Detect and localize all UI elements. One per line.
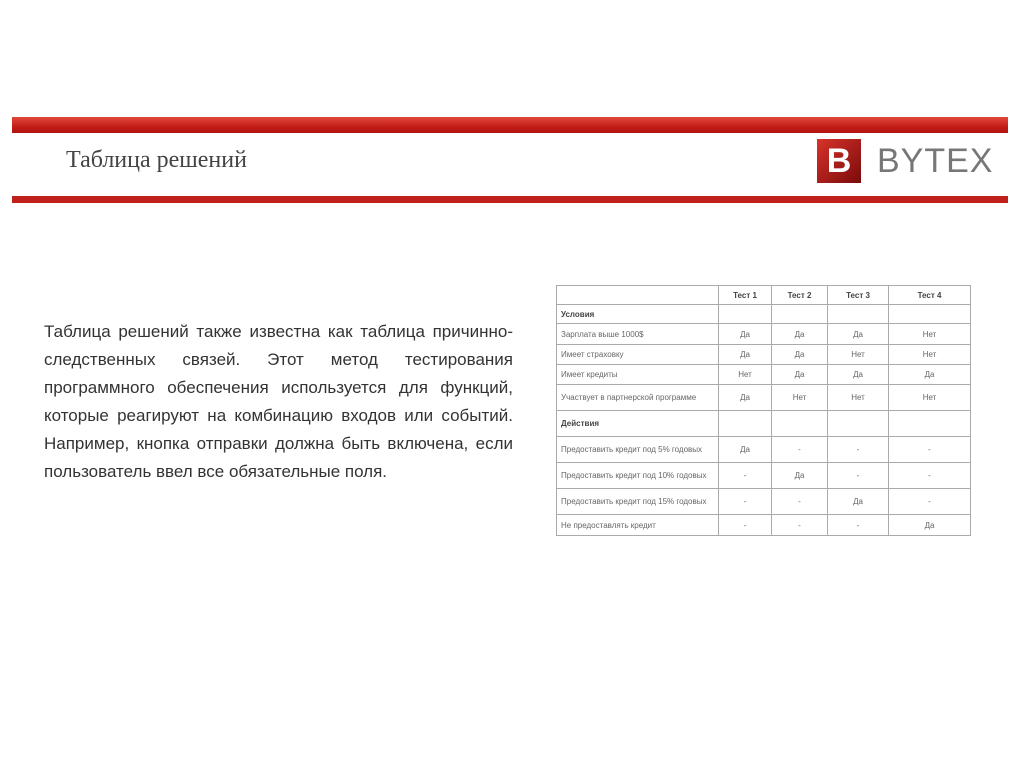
header-band-top (12, 117, 1008, 133)
column-header (557, 286, 719, 305)
table-row (557, 515, 971, 536)
value-cell: Да (719, 345, 772, 365)
header-band-bottom (12, 196, 1008, 203)
empty-cell (772, 411, 828, 437)
empty-cell (719, 411, 772, 437)
value-cell: - (828, 463, 889, 489)
section-row (557, 411, 971, 437)
value-cell: Нет (889, 324, 971, 345)
logo-text: BYTEX (877, 141, 994, 180)
value-cell: - (719, 463, 772, 489)
value-cell: Да (828, 365, 889, 385)
value-cell: - (719, 489, 772, 515)
table-row (557, 437, 971, 463)
table-row (557, 463, 971, 489)
value-cell: - (889, 489, 971, 515)
value-cell: - (889, 437, 971, 463)
slide-title: Таблица решений (66, 147, 247, 173)
logo-mark-icon: B (817, 139, 861, 183)
empty-cell (772, 305, 828, 324)
row-label: Имеет кредиты (557, 365, 719, 385)
value-cell: - (828, 437, 889, 463)
value-cell: Нет (828, 345, 889, 365)
value-cell: Нет (772, 385, 828, 411)
value-cell: Да (889, 515, 971, 536)
table-row (557, 489, 971, 515)
bytex-logo (817, 139, 993, 183)
value-cell: - (772, 489, 828, 515)
value-cell: - (772, 515, 828, 536)
value-cell: Да (828, 489, 889, 515)
table-row (557, 324, 971, 345)
row-label: Зарплата выше 1000$ (557, 324, 719, 345)
value-cell: Да (889, 365, 971, 385)
row-label: Предоставить кредит под 10% годовых (557, 463, 719, 489)
table-row (557, 365, 971, 385)
value-cell: Да (772, 365, 828, 385)
value-cell: Да (719, 324, 772, 345)
empty-cell (828, 305, 889, 324)
value-cell: - (719, 515, 772, 536)
value-cell: Да (772, 345, 828, 365)
table-row (557, 385, 971, 411)
section-label: Действия (557, 411, 719, 437)
row-label: Имеет страховку (557, 345, 719, 365)
value-cell: Да (719, 385, 772, 411)
value-cell: Да (828, 324, 889, 345)
value-cell: - (889, 463, 971, 489)
column-header: Тест 1 (719, 286, 772, 305)
value-cell: Да (719, 437, 772, 463)
empty-cell (828, 411, 889, 437)
table-row (557, 345, 971, 365)
column-header: Тест 2 (772, 286, 828, 305)
body-paragraph: Таблица решений также известна как таблица причинно-следственных связей. Этот метод тестирования программного обеспечения используется для функций, которые реагируют на комбинацию входов или событий. Например, кнопка отправки должна быть включена, если пользователь ввел все обязательные поля. (44, 322, 513, 481)
row-label: Участвует в партнерской программе (557, 385, 719, 411)
column-header: Тест 3 (828, 286, 889, 305)
section-row (557, 305, 971, 324)
row-label: Предоставить кредит под 5% годовых (557, 437, 719, 463)
value-cell: - (828, 515, 889, 536)
empty-cell (719, 305, 772, 324)
empty-cell (889, 305, 971, 324)
row-label: Предоставить кредит под 15% годовых (557, 489, 719, 515)
value-cell: Нет (828, 385, 889, 411)
empty-cell (889, 411, 971, 437)
value-cell: - (772, 437, 828, 463)
column-header: Тест 4 (889, 286, 971, 305)
section-label: Условия (557, 305, 719, 324)
value-cell: Да (772, 324, 828, 345)
value-cell: Да (772, 463, 828, 489)
value-cell: Нет (889, 345, 971, 365)
value-cell: Нет (889, 385, 971, 411)
value-cell: Нет (719, 365, 772, 385)
row-label: Не предоставлять кредит (557, 515, 719, 536)
decision-table (556, 285, 971, 536)
